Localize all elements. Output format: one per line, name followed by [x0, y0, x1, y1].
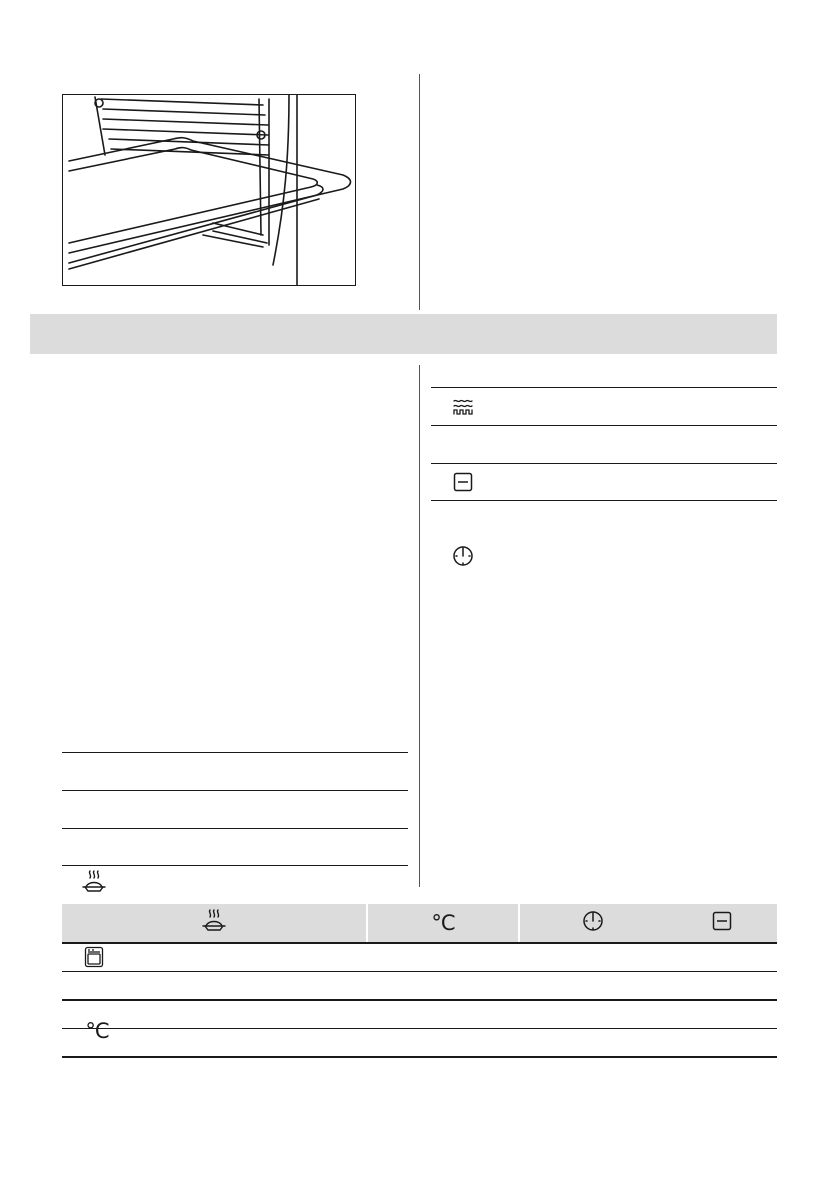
legend-right-rule-1 — [431, 425, 777, 426]
legend-left-rule-1 — [62, 790, 408, 791]
legend-left-rule-2 — [62, 828, 408, 829]
clock-icon — [582, 910, 604, 936]
tray-icon — [712, 911, 732, 935]
column-divider-top — [419, 74, 420, 310]
legend-left-rule-top — [62, 752, 408, 753]
table-row — [62, 972, 777, 999]
celsius-symbol: °C — [85, 1018, 109, 1043]
steaming-dish-icon — [200, 908, 228, 938]
section-heading-band — [30, 314, 777, 354]
cooking-table-rule-bottom — [62, 1056, 777, 1058]
heating-function-icon — [451, 395, 475, 419]
clock-icon — [451, 544, 475, 568]
oven-tray-illustration — [62, 94, 356, 286]
column-divider-middle — [419, 365, 420, 887]
oven-tray-drawing — [63, 95, 356, 286]
steaming-dish-icon — [80, 870, 108, 894]
cooking-table-header-food — [62, 904, 366, 942]
table-row — [62, 943, 777, 971]
legend-right-row-heating — [431, 388, 777, 425]
legend-right-rule-bottom — [431, 500, 777, 501]
cooking-table-header-time — [520, 904, 666, 942]
legend-left-rule-bottom — [62, 865, 408, 866]
legend-left-row-food — [62, 863, 408, 900]
table-row — [62, 1029, 777, 1056]
celsius-icon: °C — [431, 910, 455, 935]
legend-right-row-time — [431, 538, 777, 574]
table-row — [62, 1001, 777, 1028]
cooking-table-header-accessory — [666, 904, 777, 942]
legend-right-row-tray — [431, 463, 777, 500]
tray-icon — [451, 470, 475, 494]
legend-right-rule-2 — [431, 463, 777, 464]
cooking-table-header-temperature — [368, 904, 518, 942]
